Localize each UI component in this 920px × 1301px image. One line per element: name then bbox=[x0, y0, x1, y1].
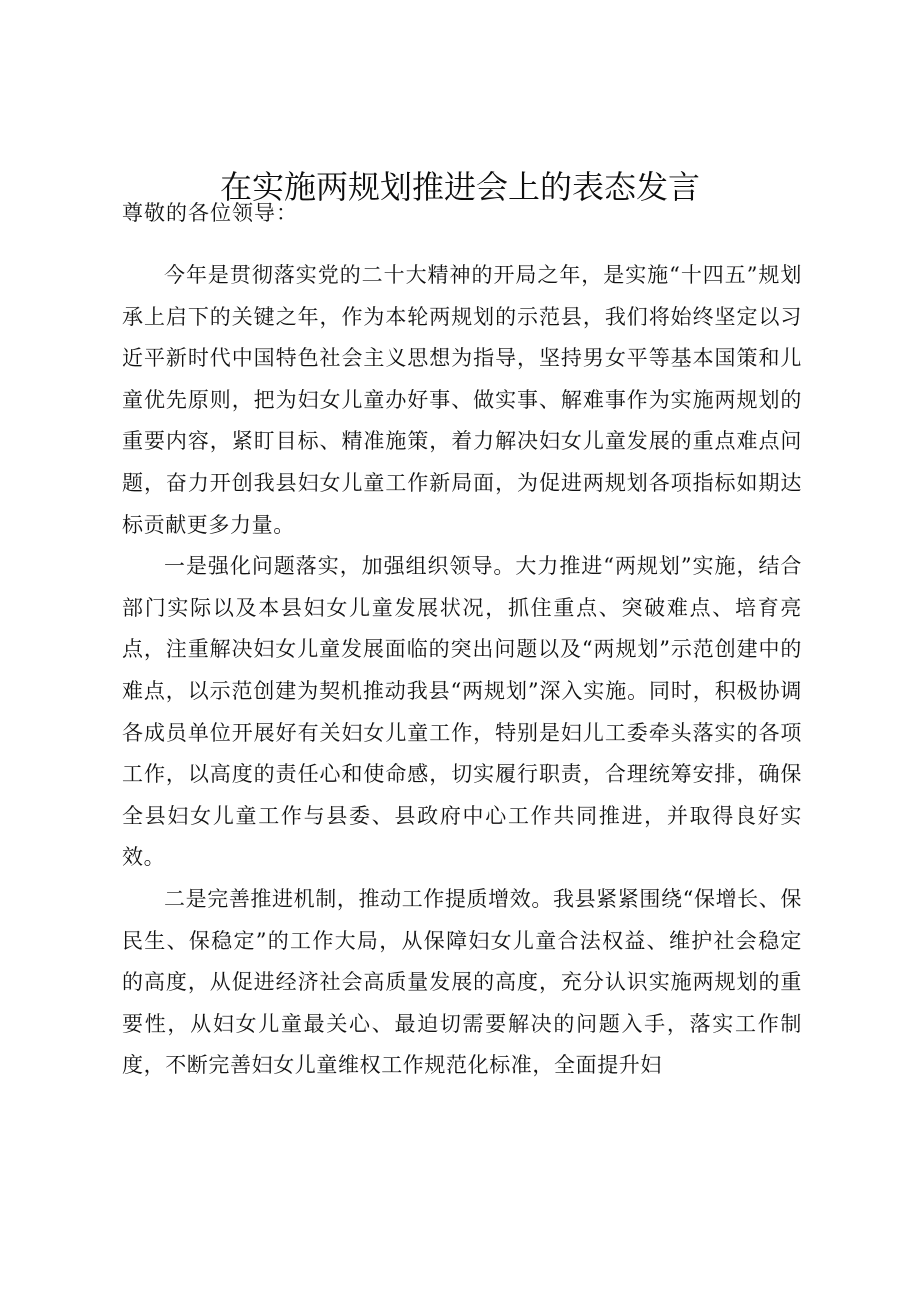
paragraph-point-two: 二是完善推进机制，推动工作提质增效。我县紧紧围绕“保增长、保民生、保稳定”的工作大局，从保障妇女儿童合法权益、维护社会稳定的高度，从促进经济社会高质量发展的高度，充分认识实施两规划的重要性，从妇女儿童最关心、最迫切需要解决的问题入手，落实工作制度，不断完善妇女儿童维权工作规范化标准，全面提升妇 bbox=[122, 886, 802, 1078]
document-body bbox=[122, 255, 802, 1087]
paragraph-point-one: 一是强化问题落实，加强组织领导。大力推进“两规划”实施，结合部门实际以及本县妇女儿童发展状况，抓住重点、突破难点、培育亮点，注重解决妇女儿童发展面临的突出问题以及“两规划”示范创建中的难点，以示范创建为契机推动我县“两规划”深入实施。同时，积极协调各成员单位开展好有关妇女儿童工作，特别是妇儿工委牵头落实的各项工作，以高度的责任心和使命感，切实履行职责，合理统筹安排，确保全县妇女儿童工作与县委、县政府中心工作共同推进，并取得良好实效。 bbox=[122, 554, 802, 870]
document-title: 在实施两规划推进会上的表态发言 bbox=[219, 168, 700, 206]
salutation: 尊敬的各位领导： bbox=[122, 201, 298, 225]
paragraph-intro: 今年是贯彻落实党的二十大精神的开局之年，是实施“十四五”规划承上启下的关键之年，作为本轮两规划的示范县，我们将始终坚定以习近平新时代中国特色社会主义思想为指导，坚持男女平等基本国策和儿童优先原则，把为妇女儿童办好事、做实事、解难事作为实施两规划的重要内容，紧盯目标、精准施策，着力解决妇女儿童发展的重点难点问题，奋力开创我县妇女儿童工作新局面，为促进两规划各项指标如期达标贡献更多力量。 bbox=[122, 263, 803, 537]
